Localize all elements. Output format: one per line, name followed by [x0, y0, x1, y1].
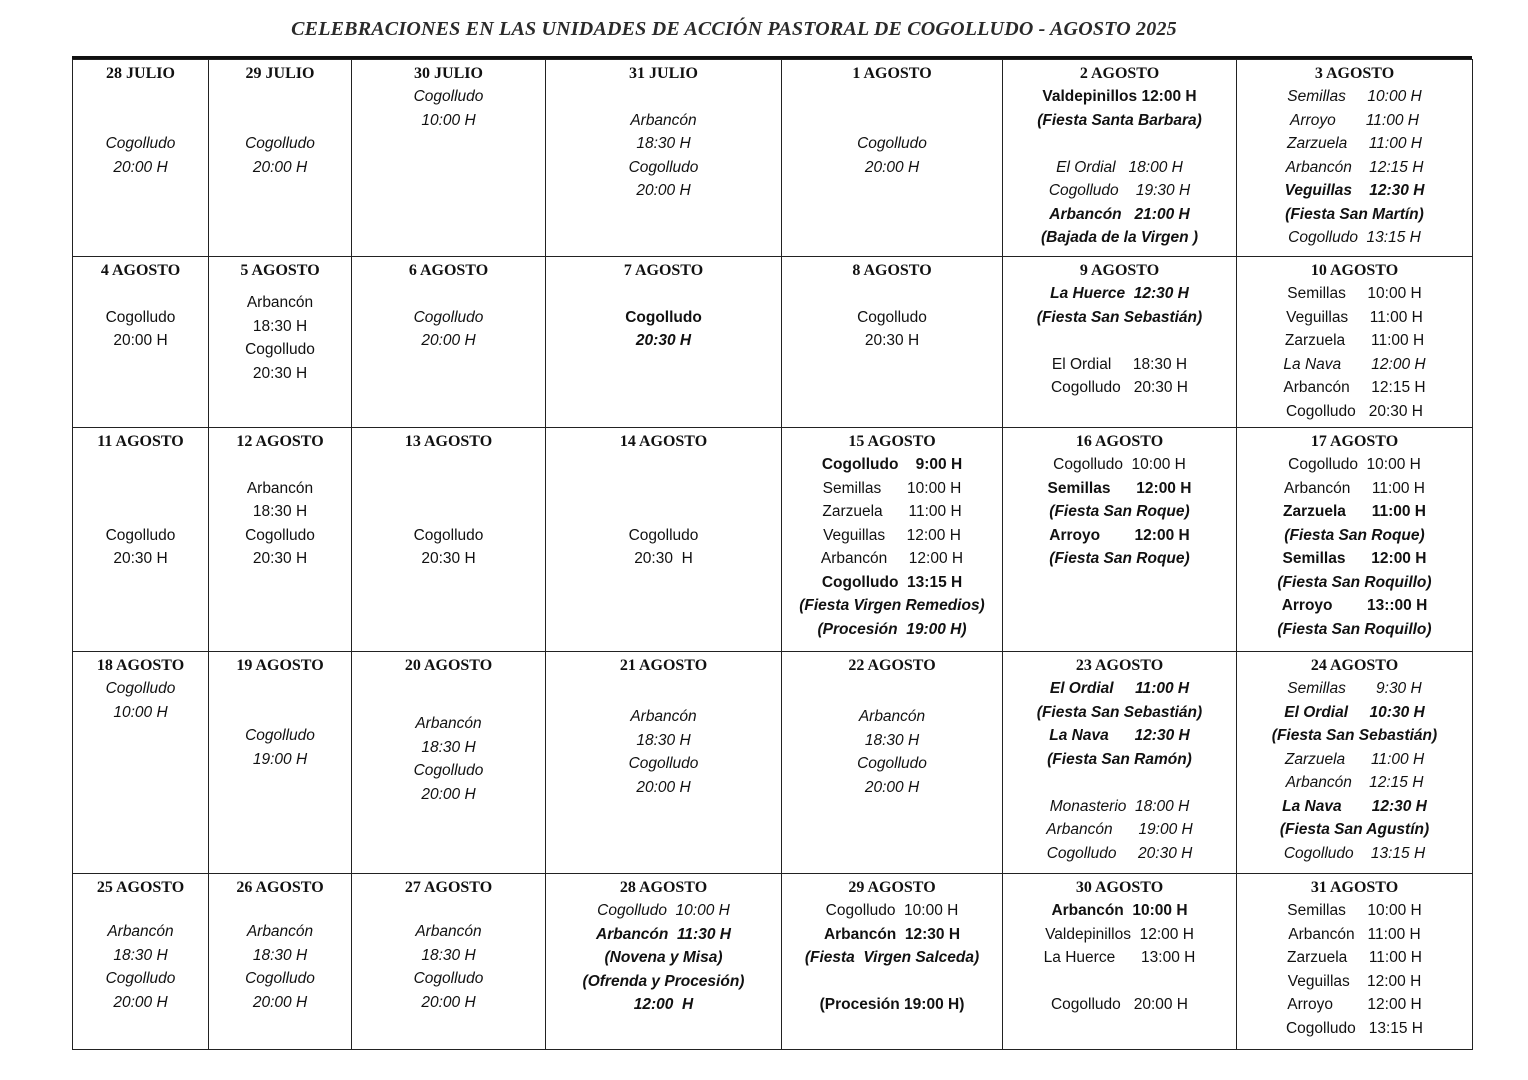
- celebration-entry: Arbancón: [858, 708, 926, 726]
- week-row: [73, 428, 1473, 652]
- day-date: 21 AGOSTO: [619, 657, 708, 674]
- celebration-entry: Arbancón 12:15 H: [1285, 774, 1424, 791]
- spacer: [352, 282, 545, 306]
- celebration-entry: 12:00 H: [633, 996, 694, 1013]
- celebration-entry: 20:00 H: [421, 332, 476, 349]
- celebration-entry: Arbancón 12:30 H: [823, 925, 961, 943]
- celebration-entry: Semillas 10:00 H: [822, 479, 962, 497]
- day-date: 16 AGOSTO: [1075, 433, 1164, 450]
- celebration-entry: 20:00 H: [636, 778, 691, 796]
- celebration-entry: Arroyo 13::00 H: [1281, 597, 1428, 614]
- celebration-entry: Semillas 10:00 H: [1287, 285, 1422, 302]
- celebration-entry: Cogolludo: [628, 755, 699, 773]
- celebration-entry: (Procesión 19:00 H): [819, 996, 965, 1013]
- celebration-entry: Arbancón: [630, 708, 697, 726]
- day-date: 4 AGOSTO: [100, 262, 181, 279]
- celebration-entry: 20:00 H: [636, 182, 691, 199]
- celebration-entry: Veguillas 12:30 H: [1284, 182, 1425, 199]
- celebration-entry: (Fiesta San Roque): [1049, 503, 1190, 520]
- celebration-entry: 18:30 H: [113, 946, 168, 964]
- day-cell: [1237, 257, 1473, 428]
- day-date: 14 AGOSTO: [619, 433, 708, 450]
- spacer: [782, 677, 1002, 705]
- celebration-entry: 20:30 H: [421, 550, 476, 567]
- day-date: 17 AGOSTO: [1310, 433, 1399, 450]
- spacer: [73, 85, 208, 132]
- celebration-entry: Zarzuela 11:00 H: [1284, 332, 1425, 349]
- celebration-entry: Arroyo 12:00 H: [1287, 996, 1422, 1013]
- day-cell: [352, 60, 546, 257]
- celebration-entry: Cogolludo: [857, 135, 927, 152]
- celebration-entry: Cogolludo: [245, 341, 315, 359]
- day-date: 7 AGOSTO: [623, 262, 704, 279]
- celebration-entry: Cogolludo: [857, 755, 927, 773]
- celebration-entry: (Procesión 19:00 H): [817, 620, 967, 638]
- celebration-entry: Arbancón: [415, 715, 482, 733]
- celebration-entry: Cogolludo 20:30 H: [1046, 844, 1193, 862]
- day-cell: [782, 874, 1003, 1050]
- celebration-entry: Zarzuela 11:00 H: [1282, 503, 1426, 520]
- celebration-entry: Valdepinillos 12:00 H: [1045, 925, 1194, 943]
- celebration-entry: 18:30 H: [252, 503, 308, 520]
- day-cell: [1003, 652, 1237, 874]
- spacer: [546, 677, 781, 705]
- day-date: 18 AGOSTO: [96, 657, 185, 674]
- spacer: [352, 453, 545, 524]
- day-date: 5 AGOSTO: [240, 262, 320, 279]
- spacer: [352, 899, 545, 920]
- celebration-entry: Cogolludo: [857, 308, 927, 326]
- celebration-entry: Arbancón: [246, 479, 314, 497]
- celebration-entry: Cogolludo: [625, 308, 702, 326]
- day-date: 27 AGOSTO: [404, 879, 493, 896]
- day-date: 10 AGOSTO: [1310, 262, 1399, 279]
- celebration-entry: Semillas 12:00 H: [1282, 550, 1427, 567]
- spacer: [209, 899, 351, 920]
- celebration-entry: La Nava 12:30 H: [1049, 727, 1190, 744]
- celebration-entry: (Fiesta San Roquillo): [1277, 620, 1432, 638]
- day-date: 30 JULIO: [414, 65, 483, 82]
- celebration-entry: Cogolludo 13:15 H: [1288, 229, 1421, 246]
- day-cell: [546, 428, 782, 652]
- celebration-entry: 20:00 H: [421, 785, 476, 803]
- day-cell: [1003, 874, 1237, 1050]
- celebration-entry: Cogolludo 10:00 H: [1053, 456, 1186, 473]
- celebration-entry: Arbancón 12:15 H: [1283, 379, 1426, 396]
- celebration-entry: Arbancón 11:00 H: [1288, 925, 1421, 943]
- celebration-entry: Cogolludo: [245, 526, 315, 544]
- celebration-entry: 20:00 H: [421, 993, 476, 1011]
- week-row: [73, 257, 1473, 428]
- day-date: 31 AGOSTO: [1310, 879, 1399, 896]
- celebration-entry: 20:00 H: [252, 993, 308, 1011]
- celebration-entry: Cogolludo: [105, 970, 176, 988]
- celebration-entry: Cogolludo: [245, 727, 315, 744]
- day-cell: [546, 874, 782, 1050]
- celebration-entry: Cogolludo: [105, 308, 176, 326]
- day-cell: [352, 874, 546, 1050]
- celebration-entry: Cogolludo: [413, 526, 484, 544]
- celebration-entry: El Ordial 18:30 H: [1051, 355, 1188, 373]
- day-date: 24 AGOSTO: [1310, 657, 1399, 674]
- celebration-entry: Arbancón: [107, 923, 174, 941]
- celebration-entry: (Fiesta San Roque): [1049, 550, 1190, 567]
- celebration-entry: Valdepinillos 12:00 H: [1042, 88, 1197, 105]
- day-cell: [782, 428, 1003, 652]
- celebration-entry: (Fiesta Santa Barbara): [1037, 111, 1202, 129]
- celebration-entry: 18:30 H: [252, 946, 308, 964]
- celebration-entry: Cogolludo 13:15 H: [1283, 844, 1426, 862]
- day-date: 20 AGOSTO: [404, 657, 493, 674]
- celebration-entry: (Fiesta Virgen Remedios): [799, 597, 985, 614]
- day-date: 25 AGOSTO: [96, 879, 185, 896]
- celebration-entry: Cogolludo 10:00 H: [825, 902, 959, 919]
- celebration-entry: (Fiesta San Sebastián): [1271, 727, 1438, 744]
- day-cell: [209, 60, 352, 257]
- celebration-entry: 20:30 H: [864, 332, 920, 349]
- spacer: [546, 282, 781, 306]
- celebration-entry: 18:30 H: [636, 731, 691, 749]
- celebration-entry: 20:30 H: [252, 364, 308, 382]
- day-date: 9 AGOSTO: [1079, 262, 1160, 279]
- celebration-entry: 18:30 H: [636, 135, 691, 152]
- celebration-entry: Cogolludo: [628, 158, 699, 176]
- day-date: 28 AGOSTO: [619, 879, 708, 896]
- celebration-entry: Cogolludo 10:00 H: [597, 902, 730, 919]
- celebration-entry: 20:30 H: [113, 550, 168, 567]
- celebration-entry: (Bajada de la Virgen ): [1040, 229, 1199, 246]
- celebration-entry: Cogolludo 10:00 H: [1288, 456, 1421, 473]
- celebration-entry: 20:00 H: [864, 778, 920, 796]
- day-date: 2 AGOSTO: [1079, 65, 1160, 82]
- day-cell: [1003, 428, 1237, 652]
- celebration-entry: Zarzuela 11:00 H: [822, 503, 962, 520]
- celebration-entry: Semillas 10:00 H: [1287, 88, 1422, 105]
- day-date: 26 AGOSTO: [236, 879, 324, 896]
- day-cell: [73, 60, 209, 257]
- day-date: 1 AGOSTO: [852, 65, 932, 82]
- celebration-entry: Arbancón 12:15 H: [1285, 158, 1424, 176]
- spacer: [73, 453, 208, 524]
- day-date: 3 AGOSTO: [1314, 65, 1395, 82]
- page-title: CELEBRACIONES EN LAS UNIDADES DE ACCIÓN PASTORAL DE COGOLLUDO - AGOSTO 2025: [291, 18, 1177, 40]
- day-cell: [1237, 428, 1473, 652]
- celebration-entry: 18:30 H: [421, 946, 476, 964]
- spacer: [782, 970, 1002, 994]
- day-cell: [1003, 257, 1237, 428]
- day-date: 29 JULIO: [245, 65, 315, 82]
- celebration-entry: Cogolludo: [628, 526, 699, 544]
- celebration-entry: Arbancón 10:00 H: [1051, 902, 1188, 919]
- celebration-entry: 20:00 H: [113, 158, 168, 176]
- celebration-entry: Cogolludo 20:30 H: [1285, 402, 1423, 420]
- celebration-entry: (Fiesta San Ramón): [1047, 750, 1192, 768]
- day-date: 28 JULIO: [106, 65, 175, 82]
- celebration-entry: Cogolludo: [245, 135, 315, 152]
- celebration-entry: (Fiesta San Sebastián): [1036, 308, 1203, 326]
- day-cell: [782, 257, 1003, 428]
- day-cell: [782, 60, 1003, 257]
- celebration-entry: Cogolludo 20:30 H: [1050, 379, 1188, 396]
- day-date: 29 AGOSTO: [848, 879, 936, 896]
- celebration-entry: Cogolludo: [105, 135, 176, 152]
- day-date: 6 AGOSTO: [408, 262, 489, 279]
- celebration-entry: (Fiesta San Roque): [1284, 526, 1425, 544]
- day-cell: [1237, 652, 1473, 874]
- celebration-entry: Semillas 12:00 H: [1047, 479, 1192, 497]
- schedule-table: [72, 59, 1473, 1050]
- celebration-entry: Cogolludo 13:15 H: [821, 573, 963, 591]
- celebration-entry: (Fiesta San Martín): [1285, 205, 1424, 223]
- celebration-entry: El Ordial 11:00 H: [1049, 680, 1190, 697]
- day-date: 11 AGOSTO: [97, 433, 184, 450]
- celebration-entry: Cogolludo 9:00 H: [821, 456, 963, 473]
- day-cell: [546, 60, 782, 257]
- day-cell: [546, 652, 782, 874]
- celebration-entry: 18:30 H: [864, 731, 920, 749]
- day-date: 19 AGOSTO: [236, 657, 324, 674]
- celebration-entry: 19:00 H: [252, 750, 308, 768]
- day-cell: [73, 652, 209, 874]
- spacer: [782, 282, 1002, 306]
- celebration-entry: 20:30 H: [634, 550, 693, 567]
- celebration-entry: Zarzuela 11:00 H: [1287, 135, 1422, 152]
- celebration-entry: Zarzuela 11:00 H: [1287, 949, 1422, 966]
- celebration-entry: Cogolludo: [413, 308, 484, 326]
- celebration-entry: 20:00 H: [864, 158, 920, 176]
- celebration-entry: 10:00 H: [421, 111, 476, 129]
- spacer: [1003, 771, 1236, 795]
- spacer: [546, 85, 781, 109]
- day-cell: [782, 652, 1003, 874]
- spacer: [209, 453, 351, 477]
- celebration-entry: 18:30 H: [421, 738, 476, 756]
- day-cell: [352, 257, 546, 428]
- celebration-entry: Cogolludo: [105, 680, 176, 697]
- day-cell: [209, 874, 352, 1050]
- celebration-entry: 20:00 H: [113, 332, 168, 349]
- celebration-entry: (Novena y Misa): [604, 949, 723, 966]
- celebration-entry: El Ordial 10:30 H: [1284, 703, 1425, 721]
- day-cell: [209, 652, 352, 874]
- day-cell: [209, 257, 352, 428]
- day-cell: [1003, 60, 1237, 257]
- celebration-entry: (Fiesta Virgen Salceda): [804, 949, 980, 966]
- week-row: [73, 874, 1473, 1050]
- day-cell: [352, 428, 546, 652]
- day-cell: [209, 428, 352, 652]
- spacer: [546, 453, 781, 524]
- celebration-entry: Arbancón: [246, 923, 314, 941]
- celebration-entry: Monasterio 18:00 H: [1049, 797, 1190, 815]
- day-cell: [352, 652, 546, 874]
- celebration-entry: 20:30 H: [635, 332, 692, 349]
- celebration-entry: Veguillas 12:00 H: [1287, 972, 1422, 990]
- celebration-entry: Arbancón 19:00 H: [1046, 821, 1193, 838]
- spacer: [209, 85, 351, 132]
- celebration-entry: El Ordial 18:00 H: [1056, 158, 1183, 176]
- spacer: [1003, 132, 1236, 156]
- celebration-entry: Arbancón: [246, 294, 314, 312]
- celebration-entry: Cogolludo: [245, 970, 315, 988]
- celebration-entry: Cogolludo: [413, 762, 484, 780]
- celebration-entry: La Huerce 13:00 H: [1043, 949, 1196, 966]
- spacer: [782, 85, 1002, 132]
- celebration-entry: (Fiesta San Sebastián): [1036, 703, 1203, 721]
- celebration-entry: (Ofrenda y Procesión): [582, 972, 745, 990]
- celebration-entry: La Huerce 12:30 H: [1050, 285, 1189, 302]
- celebration-entry: 20:30 H: [252, 550, 308, 567]
- day-date: 8 AGOSTO: [852, 262, 932, 279]
- celebration-entry: Cogolludo: [105, 526, 176, 544]
- celebration-entry: 20:00 H: [113, 993, 168, 1011]
- celebration-entry: Zarzuela 11:00 H: [1284, 750, 1425, 768]
- celebration-entry: Arroyo 12:00 H: [1049, 526, 1190, 544]
- spacer: [209, 282, 351, 291]
- day-cell: [546, 257, 782, 428]
- day-date: 13 AGOSTO: [404, 433, 493, 450]
- celebration-entry: Arbancón 11:30 H: [596, 925, 731, 943]
- celebration-entry: Arbancón: [630, 111, 697, 129]
- celebration-entry: Veguillas 12:00 H: [823, 526, 961, 544]
- celebration-entry: Arbancón: [415, 923, 482, 941]
- day-date: 30 AGOSTO: [1075, 879, 1164, 896]
- day-cell: [1237, 60, 1473, 257]
- celebration-entry: Arbancón 12:00 H: [820, 550, 964, 567]
- spacer: [73, 282, 208, 306]
- day-cell: [73, 428, 209, 652]
- celebration-entry: Veguillas 11:00 H: [1286, 308, 1423, 326]
- celebration-entry: Cogolludo 13:15 H: [1285, 1019, 1423, 1037]
- week-row: [73, 652, 1473, 874]
- celebration-entry: La Nava 12:30 H: [1282, 797, 1427, 815]
- day-cell: [73, 257, 209, 428]
- celebration-entry: Arroyo 11:00 H: [1290, 111, 1419, 129]
- celebration-entry: 10:00 H: [113, 703, 168, 721]
- celebration-entry: Cogolludo 20:00 H: [1050, 996, 1188, 1013]
- celebration-entry: 20:00 H: [252, 158, 308, 176]
- celebration-entry: Semillas 10:00 H: [1287, 902, 1422, 919]
- spacer: [352, 677, 545, 712]
- spacer: [1003, 329, 1236, 353]
- day-date: 31 JULIO: [629, 65, 698, 82]
- day-date: 15 AGOSTO: [848, 433, 936, 450]
- celebration-entry: (Fiesta San Roquillo): [1277, 573, 1432, 591]
- day-cell: [73, 874, 209, 1050]
- celebration-entry: 18:30 H: [252, 317, 308, 335]
- celebration-entry: Arbancón 11:00 H: [1283, 479, 1426, 497]
- spacer: [1003, 970, 1236, 994]
- celebration-entry: La Nava 12:00 H: [1283, 355, 1426, 373]
- celebration-entry: Cogolludo: [413, 970, 484, 988]
- day-date: 22 AGOSTO: [848, 657, 936, 674]
- day-cell: [1237, 874, 1473, 1050]
- spacer: [209, 677, 351, 724]
- week-row: [73, 60, 1473, 257]
- spacer: [73, 899, 208, 920]
- celebration-entry: Arbancón 21:00 H: [1049, 205, 1190, 223]
- day-date: 23 AGOSTO: [1075, 657, 1164, 674]
- celebration-entry: Cogolludo 19:30 H: [1048, 182, 1191, 199]
- celebration-entry: Semillas 9:30 H: [1287, 680, 1422, 697]
- celebration-entry: Cogolludo: [413, 88, 484, 105]
- celebration-entry: (Fiesta San Agustín): [1279, 821, 1430, 838]
- day-date: 12 AGOSTO: [236, 433, 324, 450]
